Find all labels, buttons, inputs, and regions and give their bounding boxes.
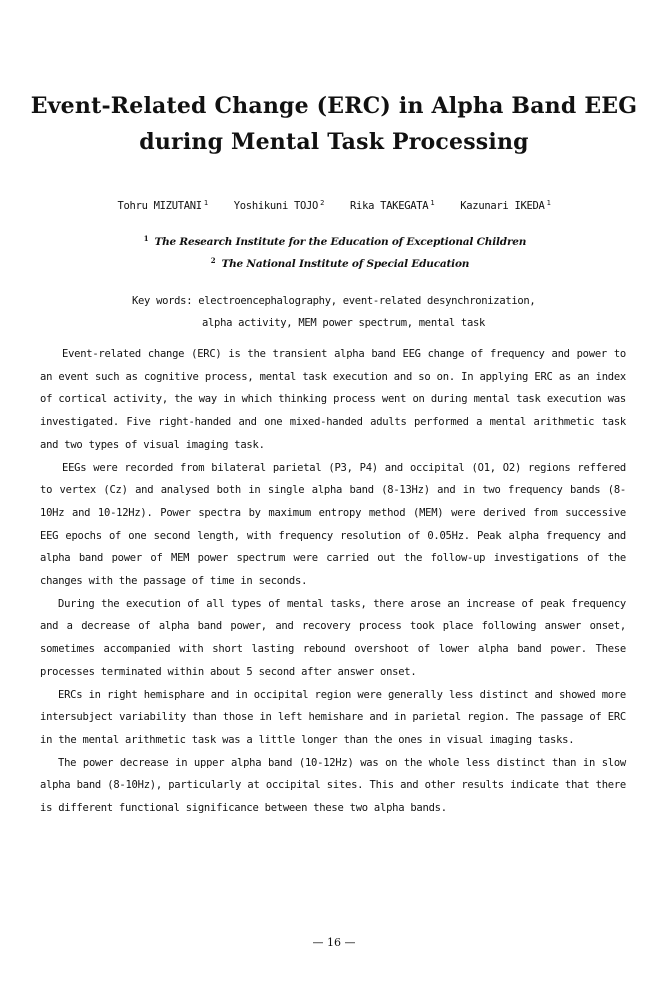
keywords: [132, 290, 535, 334]
abstract-paragraph: During the execution of all types of mental tasks, there arose an increase of peak frequency and a decrease of alpha band power, and recovery process took place following answer onset, sometimes accompanied with short lasting rebound overshoot of lower alpha band power. These processes terminated within about 5 second after answer onset.: [40, 597, 626, 678]
keywords-line-1: Key words: electroencephalography, event-related desynchronization,: [132, 295, 536, 307]
author-name: Tohru MIZUTANI: [117, 200, 202, 212]
author-list: [0, 199, 668, 212]
author: [118, 199, 208, 212]
affiliation-mark: 1: [546, 199, 551, 207]
abstract: [40, 343, 626, 820]
page-number: — 16 —: [312, 936, 356, 949]
title-line-2: during Mental Task Processing: [139, 129, 529, 155]
keywords-line-2: alpha activity, MEM power spectrum, mental task: [202, 317, 486, 329]
author-name: Yoshikuni TOJO: [233, 200, 319, 212]
affiliation-mark: 1: [430, 199, 435, 207]
affiliation-1: [1, 234, 668, 248]
affiliation-2: [6, 256, 668, 270]
affiliation-mark: 2: [210, 256, 216, 265]
abstract-paragraph: EEGs were recorded from bilateral parietal (P3, P4) and occipital (O1, O2) regions reffered to vertex (Cz) and analysed both in single alpha band (8-13Hz) and in two frequency bands (8-10Hz and 10-12Hz). Power spectra by maximum entropy method (MEM) were derived from successive EEG epochs of one second length, with frequency resolution of 0.05Hz. Peak alpha frequency and alpha band power of MEM power spectrum were carried out the follow-up investigations of the changes with the passage of time in seconds.: [40, 461, 626, 588]
affiliation-text: The Research Institute for the Education of Exceptional Children: [154, 236, 527, 248]
paper-title: [0, 88, 668, 160]
title-line-1: Event-Related Change (ERC) in Alpha Band EEG: [30, 93, 638, 119]
abstract-paragraph: The power decrease in upper alpha band (10-12Hz) was on the whole less distinct than in slow alpha band (8-10Hz), particularly at occipital sites. This and other results indicate that there is different functional significance between these two alpha bands.: [40, 756, 626, 815]
affiliation-mark: 1: [203, 199, 208, 207]
affiliation-mark: 1: [143, 234, 149, 243]
author: [234, 199, 324, 212]
abstract-paragraph: Event-related change (ERC) is the transient alpha band EEG change of frequency and power to an event such as cognitive process, mental task execution and so on. In applying ERC as an index of cortical activity, the way in which thinking process went on during mental task execution was investigated. Five right-handed and one mixed-handed adults performed a mental arithmetic task and two types of visual imaging task.: [40, 348, 626, 451]
author: [350, 199, 434, 212]
author-name: Rika TAKEGATA: [350, 200, 429, 212]
affiliation-text: The National Institute of Special Education: [221, 258, 470, 270]
abstract-paragraph: ERCs in right hemisphare and in occipital region were generally less distinct and showed more intersubject variability than those in left hemishare and in parietal region. The passage of ERC in the mental arithmetic task was a little longer than the ones in visual imaging tasks.: [40, 688, 626, 746]
author: [460, 199, 550, 212]
affiliation-mark: 2: [320, 199, 324, 207]
author-name: Kazunari IKEDA: [460, 200, 545, 212]
